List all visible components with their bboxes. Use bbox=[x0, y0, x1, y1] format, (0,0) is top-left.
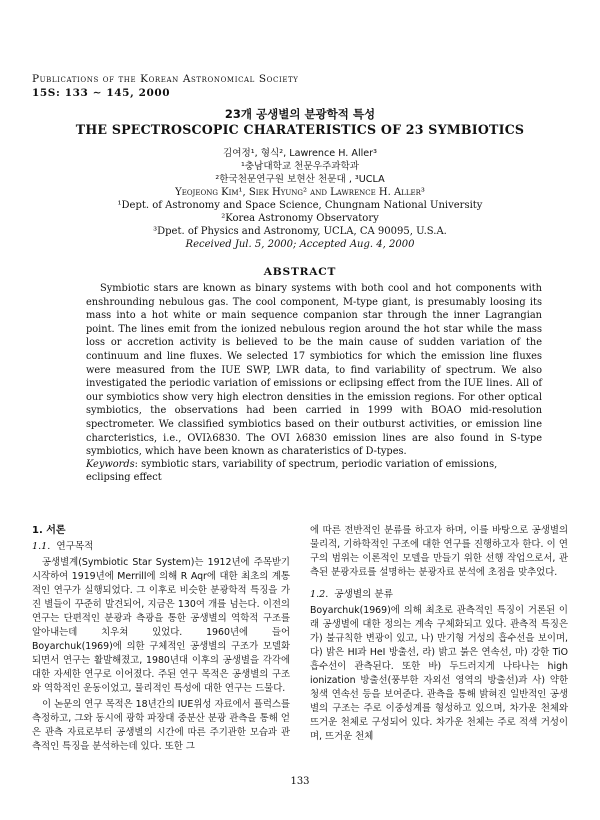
subsection-heading-1-2 bbox=[310, 588, 568, 602]
affiliation-1: ¹Dept. of Astronomy and Space Science, Chungnam National University bbox=[117, 200, 483, 211]
subsection-number: 1.2. bbox=[310, 589, 329, 600]
affiliation-2: ²Korea Astronomy Observatory bbox=[221, 213, 379, 224]
journal-header bbox=[32, 72, 452, 100]
paragraph: 이 논문의 연구 목적은 18년간의 IUE위성 자료에서 플럭스를 측정하고, 그와 동시에 광학 파장대 중분산 분광 관측을 통해 얻은 관측 자료로부터 공생별의 시간에 따른 주기관한 모습과 관측적인 특징을 분석하는데 있다. 또한 그 bbox=[32, 699, 290, 752]
subsection-heading-1-1 bbox=[32, 540, 290, 554]
subsection-number: 1.1. bbox=[32, 541, 51, 552]
author-names-korean: 김여정¹, 형식², Lawrence H. Aller³ bbox=[223, 148, 377, 159]
title-block bbox=[32, 106, 568, 138]
paragraph: 에 따른 전반적인 분류를 하고자 하며, 이를 바탕으로 공생별의 물리적, 기하학적인 구조에 대한 연구를 진행하고자 한다. 이 연구의 범위는 이론적인 모델을 만들기 위한 선행 작업으로서, 관측된 분광자료를 설명하는 분광자료 분석에 초점을 맞추었다. bbox=[310, 525, 568, 578]
journal-volume: 15S: 133 ∼ 145, 2000 bbox=[32, 87, 171, 99]
keywords-label: Keywords bbox=[86, 459, 135, 470]
keywords-text: : symbiotic stars, variability of spectrum, periodic variation of emissions, eclipsing effect bbox=[86, 459, 498, 483]
paragraph: Boyarchuk(1969)에 의해 최초로 관측적인 특징이 거론된 이래 공생별에 대한 정의는 계속 구체화되고 있다. 관측적 특징은 가) 불규칙한 변광이 있고, 나) 만기형 거성의 흡수선을 보이며, 다) 밝은 HI과 HeI 방출선, 라) 밝고 붉은 연속선, 마) 강한 TiO 흡수선이 관측된다. 또한 바) 두드러지게 나타나는 high ionization 방출선(풍부한 자외선 영역의 방출선)과 사) 약한 청색 연속선 등을 보여준다. 관측을 통해 밝혀진 일반적인 공생별의 구조는 주로 이중성계를 형성하고 있으며, 차가운 천체와 뜨거운 천체로 구성되어 있다. 차가운 천체는 주로 적색 거성이며, 뜨거운 천체 bbox=[310, 605, 568, 742]
author-block bbox=[60, 147, 540, 251]
section-heading-introduction: 1. 서론 bbox=[32, 525, 66, 536]
keywords bbox=[86, 458, 542, 484]
left-column bbox=[32, 524, 290, 756]
title-korean: 23개 공생별의 분광학적 특성 bbox=[224, 107, 376, 121]
affiliation-3: ³Dpet. of Physics and Astronomy, UCLA, CA 90095, U.S.A. bbox=[153, 226, 447, 237]
subsection-title: 공생별의 분류 bbox=[334, 589, 393, 600]
page-number: 133 bbox=[290, 776, 310, 787]
author-names-english: Yeojeong Kim¹, Siek Hyung² and Lawrence H. Aller³ bbox=[175, 187, 425, 198]
received-date: Received Jul. 5, 2000; Accepted Aug. 4, 2000 bbox=[185, 239, 415, 250]
paragraph: 공생별계(Symbiotic Star System)는 1912년에 주목받기 시작하여 1919년에 Merrill에 의해 R Aqr에 대한 최초의 계통적인 연구가 실행되었다. 그 이후로 비슷한 분광학적 특징을 가진 별들이 꾸준히 발견되어, 지금은 130여 개를 넘는다. 이전의 연구는 단편적인 분광과 측광을 통한 공생별의 역학적 구조를 알아내는데 치우쳐 있었다. 1960년에 들어 Boyarchuk(1969)에 의한 구체적인 공생별의 구조가 모델화 되면서 연구는 활발해졌고, 1980년대 이후의 공생별을 각각에 대한 자세한 연구로 이어졌다. 주된 연구 목적은 공생별의 구조와 역학적인 운동이었고, 물리적인 특성에 대한 연구는 드물다. bbox=[32, 557, 290, 694]
abstract-heading: ABSTRACT bbox=[263, 266, 337, 278]
affiliation-korean-1: ¹충남대학교 천문우주과학과 bbox=[240, 161, 360, 172]
subsection-title: 연구목적 bbox=[56, 541, 94, 552]
affiliation-korean-2: ²한국천문연구원 보현산 천문대 , ³UCLA bbox=[215, 174, 385, 185]
journal-name: Publications of the Korean Astronomical Society bbox=[32, 73, 299, 85]
right-column bbox=[310, 524, 568, 746]
title-english: THE SPECTROSCOPIC CHARATERISTICS OF 23 SYMBIOTICS bbox=[75, 122, 525, 137]
abstract-text: Symbiotic stars are known as binary systems with both cool and hot components with enshrounding nebulous gas. The cool component, M-type giant, is presumably loosing its mass into a hot white or main sequence companion star through the inner Lagrangian point. The lines emit from the ionized nebulous region around the hot star while the mass loss or accretion activity is believed to be the main cause of sudden variation of the continuum and line fluxes. We selected 17 symbiotics for which the emission line fluxes were measured from the IUE SWP, LWR data, to find variability of spectrum. We also investigated the periodic variation of emissions or eclipsing effect from the IUE lines. All of our symbiotics show very high electron densities in the emission regions. For other optical symbiotics, the observations had been carried in 1999 with BOAO mid-resolution spectrometer. We classified symbiotics based on their outburst activities, or emission line charcteristics, i.e., OVIλ6830. The OVI λ6830 emission lines are also found in S-type symbiotics, which have been known as charateristics of D-types. bbox=[86, 283, 542, 458]
